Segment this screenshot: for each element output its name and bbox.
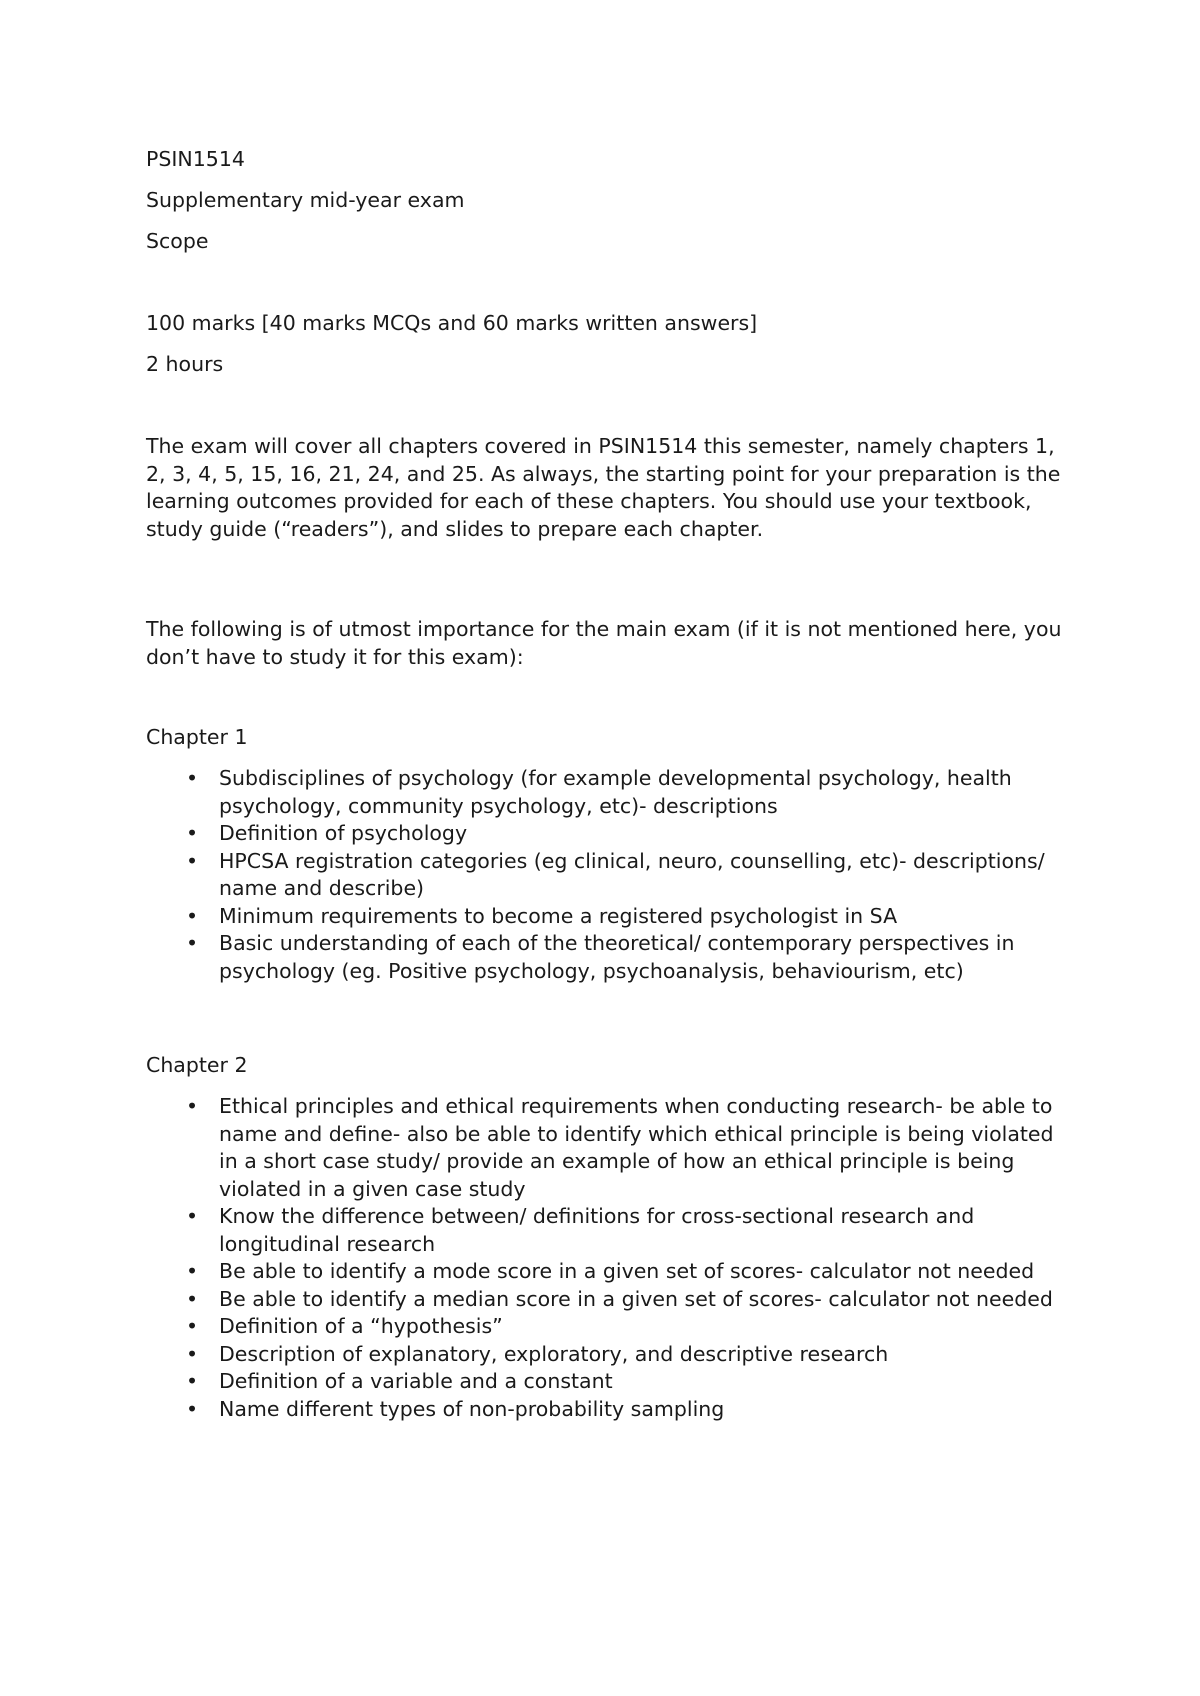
list-item <box>146 1341 1076 1369</box>
list-item-text: Be able to identify a mode score in a given set of scores- calculator not needed <box>219 1259 1035 1283</box>
bullet-icon: • <box>185 1204 199 1228</box>
list-item-text: Definition of a “hypothesis” <box>219 1314 503 1338</box>
list-item <box>146 1093 1076 1203</box>
bullet-icon: • <box>185 1259 199 1283</box>
bullet-icon: • <box>185 1286 199 1311</box>
importance-paragraph: The following is of utmost importance for the main exam (if it is not mentioned here, you don’t have to study it for this exam): <box>146 617 1062 669</box>
list-item <box>146 1396 1076 1424</box>
list-item <box>146 903 1076 931</box>
list-item-text: Description of explanatory, exploratory, and descriptive research <box>219 1341 889 1366</box>
list-item <box>146 1258 1076 1286</box>
list-item-text: Definition of a variable and a constant <box>219 1369 613 1393</box>
list-item <box>146 848 1076 903</box>
coverage-paragraph: The exam will cover all chapters covered in PSIN1514 this semester, namely chapters 1, 2, 3, 4, 5, 15, 16, 21, 24, and 25. As always, the starting point for your preparation is the learning outcomes provided for each of these chapters. You should use your textbook, study guide (“readers”), and slides to prepare each chapter. <box>146 434 1061 541</box>
bullet-icon: • <box>185 931 199 955</box>
bullet-icon: • <box>185 1314 199 1338</box>
chapter-2-heading: Chapter 2 <box>146 1053 248 1077</box>
list-item <box>146 1368 1076 1396</box>
bullet-icon: • <box>185 848 199 873</box>
bullet-icon: • <box>185 1094 199 1118</box>
exam-name: Supplementary mid-year exam <box>146 188 465 212</box>
list-item <box>146 1203 1076 1258</box>
bullet-icon: • <box>185 766 199 790</box>
bullet-icon: • <box>185 1341 199 1366</box>
list-item-text: Be able to identify a median score in a given set of scores- calculator not needed <box>219 1286 1053 1311</box>
list-item <box>146 1286 1076 1314</box>
list-item-text: Basic understanding of each of the theoretical/ contemporary perspectives in psychology (eg. Positive psychology, psychoanalysis, behaviourism, etc) <box>219 931 1015 983</box>
duration-line: 2 hours <box>146 352 224 376</box>
bullet-icon: • <box>185 821 199 845</box>
list-item <box>146 765 1076 820</box>
bullet-icon: • <box>185 1396 199 1421</box>
chapter-1-heading: Chapter 1 <box>146 725 248 749</box>
list-item <box>146 1313 1076 1341</box>
bullet-icon: • <box>185 903 199 928</box>
list-item-text: Ethical principles and ethical requirements when conducting research- be able to name and define- also be able to identify which ethical principle is being violated in a short case study/ provide an example of how an ethical principle is being violated in a given case study <box>219 1094 1054 1201</box>
list-item <box>146 930 1076 985</box>
list-item-text: Definition of psychology <box>219 821 468 845</box>
chapter-1-list <box>146 765 1076 985</box>
chapter-2-list <box>146 1093 1076 1423</box>
scope-label: Scope <box>146 229 209 253</box>
bullet-icon: • <box>185 1369 199 1393</box>
list-item-text: Subdisciplines of psychology (for example developmental psychology, health psychology, community psychology, etc)- descriptions <box>219 766 1012 818</box>
marks-line: 100 marks [40 marks MCQs and 60 marks written answers] <box>146 311 758 335</box>
list-item-text: Know the difference between/ definitions for cross-sectional research and longitudinal research <box>219 1204 975 1256</box>
course-code: PSIN1514 <box>146 147 245 171</box>
list-item-text: HPCSA registration categories (eg clinical, neuro, counselling, etc)- descriptions/ name and describe) <box>219 848 1045 900</box>
list-item <box>146 820 1076 848</box>
list-item-text: Name different types of non-probability sampling <box>219 1396 725 1421</box>
list-item-text: Minimum requirements to become a registered psychologist in SA <box>219 903 898 928</box>
